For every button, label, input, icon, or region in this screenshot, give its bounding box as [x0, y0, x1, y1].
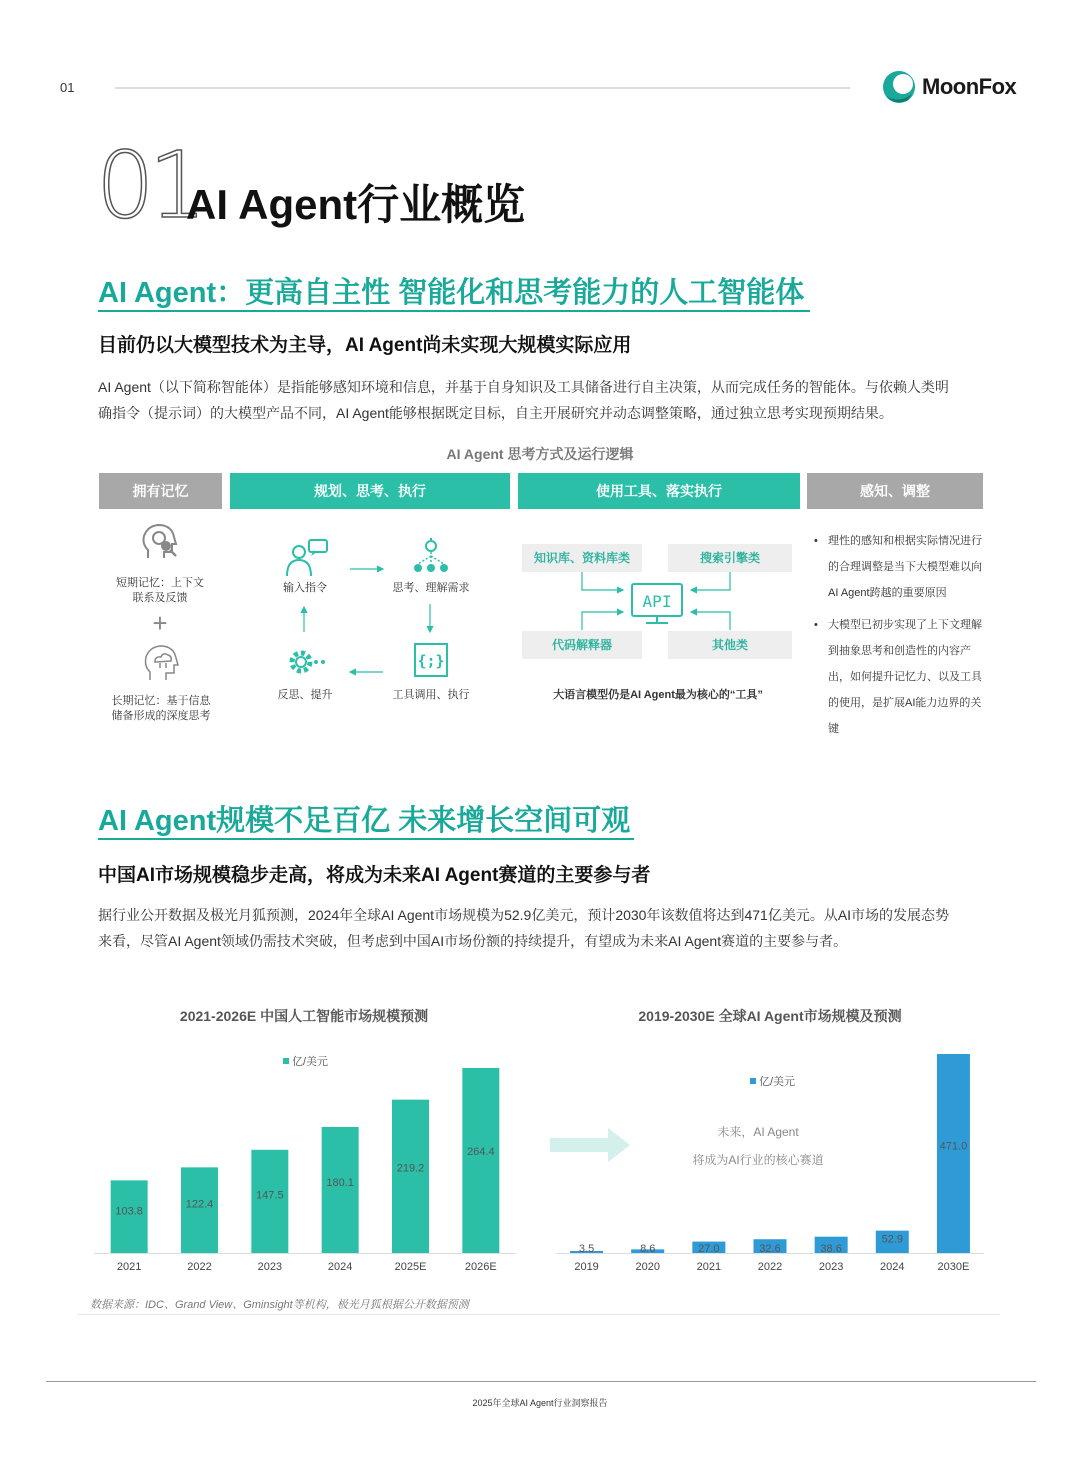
- tag-knowledge-base: 知识库、资料库类: [522, 544, 642, 572]
- long-memory-label: 长期记忆：基于信息 储备形成的深度思考: [111, 695, 211, 722]
- footer-text: 2025年全球AI Agent行业洞察报告: [472, 1398, 608, 1408]
- chart2-value-label: 32.6: [759, 1243, 781, 1255]
- chart1-category-label: 2025E: [394, 1261, 427, 1273]
- chart-note: 未来，AI Agent 将成为AI行业的核心赛道: [692, 1125, 824, 1167]
- tool-call-label: 工具调用、执行: [392, 689, 470, 701]
- chart2-value-label: 471.0: [939, 1140, 968, 1153]
- chart2-category-label: 2030E: [937, 1261, 970, 1273]
- chart1-value-label: 147.5: [256, 1189, 284, 1202]
- col-header-tools: 使用工具、落实执行: [518, 473, 800, 509]
- chart1-legend-label: 亿/美元: [292, 1056, 329, 1068]
- section1-subtitle: 目前仍以大模型技术为主导，AI Agent尚未实现大规模实际应用: [98, 335, 632, 356]
- chart1-value-label: 219.2: [396, 1162, 425, 1175]
- input-instruction-label: 输入指令: [283, 582, 327, 594]
- chart2-title: 2019-2030E 全球AI Agent市场规模及预测: [638, 1008, 902, 1024]
- chart2-value-label: 3.5: [578, 1243, 595, 1255]
- logo-text: MoonFox: [922, 74, 1017, 99]
- think-understand-label: 思考、理解需求: [392, 582, 470, 594]
- chart2-category-label: 2024: [880, 1261, 905, 1273]
- col-header-perceive: 感知、调整: [807, 473, 983, 509]
- chart1-bar: [462, 1068, 499, 1253]
- chart2-category-label: 2021: [696, 1261, 722, 1273]
- chart1-value-label: 103.8: [115, 1205, 143, 1218]
- bullet-item: • 大模型已初步实现了上下文理解到抽象思考和创造性的内容产出，如何提升记忆力、以及工具的使用，是扩展AI能力边界的关键: [812, 612, 987, 742]
- tag-other: 其他类: [668, 631, 792, 659]
- footer-divider: [46, 1381, 1036, 1382]
- col-header-plan: 规划、思考、执行: [230, 473, 510, 509]
- chart1-value-label: 122.4: [185, 1198, 214, 1211]
- section2-title: AI Agent规模不足百亿 未来增长空间可观: [98, 805, 631, 837]
- short-memory-label: 短期记忆：上下文 联系及反馈: [116, 577, 204, 604]
- source-divider: [78, 1314, 1000, 1315]
- reflect-improve-label: 反思、提升: [277, 689, 333, 701]
- chart2-value-label: 27.0: [698, 1243, 720, 1255]
- tools-caption: 大语言模型仍是AI Agent最为核心的“工具”: [553, 689, 763, 701]
- chart2-legend-label: 亿/美元: [759, 1076, 796, 1088]
- chart2-value-label: 52.9: [881, 1233, 903, 1246]
- chart1-value-label: 180.1: [326, 1177, 354, 1190]
- chart1-title: 2021-2026E 中国人工智能市场规模预测: [179, 1008, 429, 1024]
- tag-search-engine: 搜索引擎类: [668, 544, 792, 572]
- data-source: 数据来源：IDC、Grand View、Gminsight等机构，极光月狐根据公开数据预测: [90, 1299, 469, 1311]
- chapter-number: 01: [96, 132, 202, 239]
- plus-sign: +: [152, 608, 168, 638]
- bullet-item: • 理性的感知和根据实际情况进行的合理调整是当下大模型难以向AI Agent跨越的重要原因: [812, 528, 987, 606]
- section2-subtitle: 中国AI市场规模稳步走高，将成为未来AI Agent赛道的主要参与者: [98, 865, 651, 886]
- section1-title: AI Agent：更高自主性 智能化和思考能力的人工智能体: [98, 277, 805, 309]
- chart1-category-label: 2021: [116, 1261, 142, 1273]
- chart2-category-label: 2023: [818, 1261, 844, 1273]
- chart1-bar: [251, 1150, 288, 1253]
- chart1-bar: [392, 1100, 429, 1253]
- diagram-title: AI Agent 思考方式及运行逻辑: [446, 446, 634, 462]
- section1-paragraph-line2: 确指令（提示词）的大模型产品不同，AI Agent能够根据既定目标，自主开展研究并动态调整策略，通过独立思考实现预期结果。: [98, 405, 893, 421]
- tag-code-interpreter: 代码解释器: [522, 631, 642, 659]
- chart2-category-label: 2020: [635, 1261, 660, 1273]
- section2-paragraph-line2: 来看，尽管AI Agent领域仍需技术突破，但考虑到中国AI市场份额的持续提升，有望成为未来AI Agent赛道的主要参与者。: [98, 933, 848, 949]
- chart1-category-label: 2022: [187, 1261, 212, 1273]
- chart1-category-label: 2024: [327, 1261, 353, 1273]
- section1-paragraph-line1: AI Agent（以下简称智能体）是指能够感知环境和信息，并基于自身知识及工具储备进行自主决策，从而完成任务的智能体。与依赖人类明: [98, 379, 949, 395]
- chart2-bar: [937, 1054, 970, 1253]
- chart2-category-label: 2022: [757, 1261, 783, 1273]
- chart1-category-label: 2023: [257, 1261, 283, 1273]
- chapter-title: AI Agent行业概览: [186, 181, 526, 228]
- svg-text:{;}: {;}: [417, 652, 445, 670]
- section2-paragraph-line1: 据行业公开数据及极光月狐预测，2024年全球AI Agent市场规模为52.9亿美元，预计2030年该数值将达到471亿美元。从AI市场的发展态势: [98, 907, 950, 923]
- chart1-bar: [322, 1127, 359, 1253]
- col-header-memory: 拥有记忆: [99, 473, 222, 509]
- chart2-value-label: 8.6: [640, 1243, 656, 1255]
- chart1-category-label: 2026E: [464, 1261, 497, 1273]
- chart2-value-label: 38.6: [820, 1243, 842, 1255]
- page-number: 01: [60, 80, 75, 95]
- chart1-value-label: 264.4: [467, 1145, 495, 1158]
- chart2-category-label: 2019: [574, 1261, 599, 1273]
- api-label: API: [642, 592, 672, 611]
